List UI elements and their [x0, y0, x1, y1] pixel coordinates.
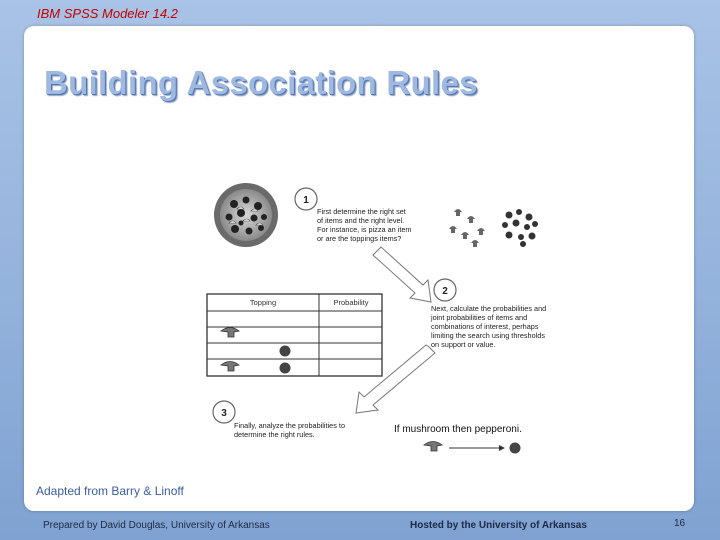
arrow-step2-to-step3 [356, 345, 435, 413]
source-caption: Adapted from Barry & Linoff [36, 484, 184, 498]
step-2-text: Next, calculate the probabilities and joint probabilities of items and combinations of interest, perhaps limiting the search using thresholds on support or value. [431, 304, 547, 349]
step-2 [430, 279, 548, 349]
footer-hosted-by: Hosted by the University of Arkansas [410, 520, 587, 531]
step-1 [295, 188, 414, 243]
step-3 [213, 401, 347, 439]
pepperoni-icon [280, 346, 291, 357]
step-1-number: 1 [303, 195, 309, 206]
step-1-text: First determine the right set of items and the right level. For instance, is pizza an item or are the toppings items? [317, 207, 412, 243]
diagram-svg [179, 157, 559, 457]
pizza-icon [214, 183, 278, 247]
table-header-probability: Probability [333, 298, 369, 307]
table-header-topping: Topping [249, 298, 277, 307]
pepperoni-icon [510, 443, 521, 454]
slide-panel [24, 26, 694, 511]
step-3-text: Finally, analyze the probabilities to determine the right rules. [234, 421, 345, 439]
mushroom-icon [221, 362, 239, 372]
mushroom-icon [221, 328, 239, 338]
mushroom-icon [424, 442, 442, 452]
step-3-number: 3 [221, 408, 227, 419]
rule-text: If mushroom then pepperoni. [394, 424, 522, 435]
slide-title: Building Association Rules [44, 64, 478, 101]
rule-illustration [424, 442, 521, 454]
pepperoni-icon [280, 363, 291, 374]
toppings-icon [449, 209, 538, 247]
footer-prepared-by: Prepared by David Douglas, University of Arkansas [43, 520, 270, 531]
page-number: 16 [674, 518, 686, 529]
step-2-number: 2 [442, 286, 448, 297]
table-row-icons [221, 328, 291, 374]
header-title: IBM SPSS Modeler 14.2 [37, 6, 178, 21]
association-diagram [179, 157, 559, 457]
